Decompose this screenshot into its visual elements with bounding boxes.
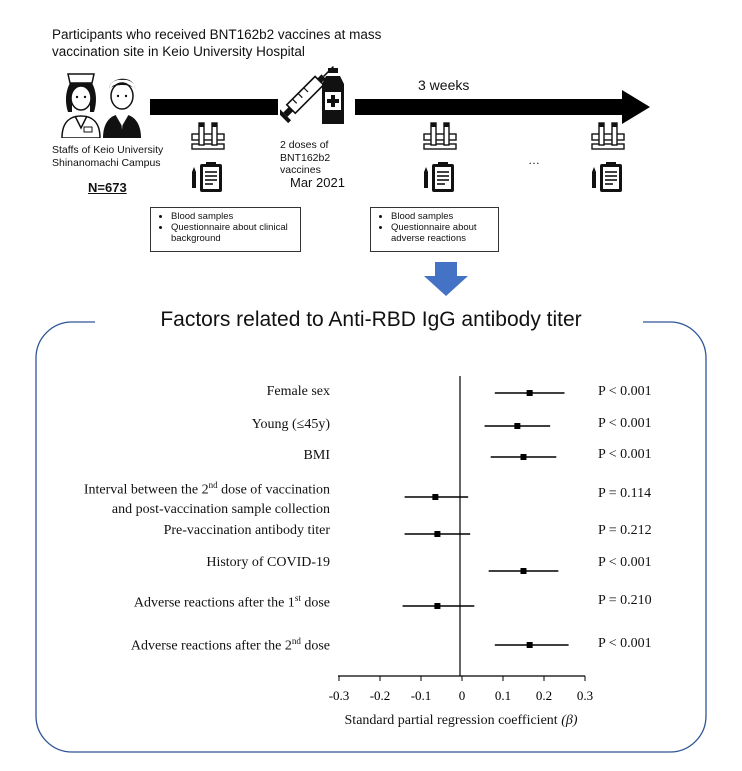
- vaccine-line-2: BNT162b2: [280, 151, 331, 164]
- factor-label-interval-line-2: and post-vaccination sample collection: [111, 501, 330, 517]
- factor-label-bmi: BMI: [303, 448, 330, 463]
- p-value-pre-titer: P = 0.212: [598, 523, 652, 538]
- box-post-item-1: • Blood samples: [391, 211, 492, 222]
- site-line-2: Shinanomachi Campus: [52, 157, 161, 169]
- x-tick-label: 0: [458, 688, 466, 703]
- p-value-ar-1st-dose: P = 0.210: [598, 593, 652, 608]
- vaccine-line-1: 2 doses of: [280, 139, 329, 151]
- factor-label-interval-line-1: Interval between the 2nd dose of vaccination: [83, 480, 330, 498]
- box-post-item-2: • Questionnaire about adverse reactions: [391, 222, 492, 244]
- p-value-young: P < 0.001: [598, 416, 652, 431]
- forest-rows: [403, 390, 569, 648]
- vaccine-line-3: vaccines: [280, 164, 321, 176]
- factor-label-ar-2nd-dose: Adverse reactions after the 2nd dose: [130, 636, 330, 654]
- n-count: N=673: [88, 180, 127, 195]
- estimate-point: [434, 531, 440, 537]
- factor-label-female-sex: Female sex: [266, 384, 330, 399]
- box-pre-item-2: • Questionnaire about clinical background: [171, 222, 294, 244]
- factor-label-young: Young (≤45y): [251, 417, 330, 432]
- estimate-point: [432, 494, 438, 500]
- interval-label: 3 weeks: [418, 77, 470, 93]
- p-value-female-sex: P < 0.001: [598, 384, 652, 399]
- estimate-point: [521, 454, 527, 460]
- p-value-interval: P = 0.114: [598, 486, 652, 501]
- estimate-point: [514, 423, 520, 429]
- estimate-point: [527, 642, 533, 648]
- factor-label-covid-history: History of COVID-19: [206, 555, 330, 570]
- factor-label-pre-titer: Pre-vaccination antibody titer: [163, 523, 330, 538]
- forest-title: Factors related to Anti-RBD IgG antibody titer: [160, 308, 582, 331]
- p-value-bmi: P < 0.001: [598, 447, 652, 462]
- box-pre-item-1: • Blood samples: [171, 211, 294, 222]
- x-tick-label: 0.2: [535, 688, 553, 703]
- vaccine-date: Mar 2021: [290, 175, 345, 190]
- estimate-point: [434, 603, 440, 609]
- x-tick-label: 0.1: [494, 688, 512, 703]
- x-tick-label: -0.2: [369, 688, 391, 703]
- x-tick-label: -0.3: [328, 688, 350, 703]
- factor-label-ar-1st-dose: Adverse reactions after the 1st dose: [133, 593, 330, 611]
- p-value-covid-history: P < 0.001: [598, 555, 652, 570]
- x-axis-label: Standard partial regression coefficient (β): [344, 713, 578, 728]
- p-value-ar-2nd-dose: P < 0.001: [598, 636, 652, 651]
- x-axis-ticks: [329, 676, 593, 703]
- header-line-2: vaccination site in Keio University Hospital: [52, 44, 305, 59]
- estimate-point: [527, 390, 533, 396]
- header-line-1: Participants who received BNT162b2 vaccines at mass: [52, 27, 382, 42]
- site-line-1: Staffs of Keio University: [52, 144, 164, 156]
- timeline-ellipsis: …: [528, 153, 540, 167]
- x-tick-label: 0.3: [576, 688, 594, 703]
- x-tick-label: -0.1: [410, 688, 432, 703]
- estimate-point: [521, 568, 527, 574]
